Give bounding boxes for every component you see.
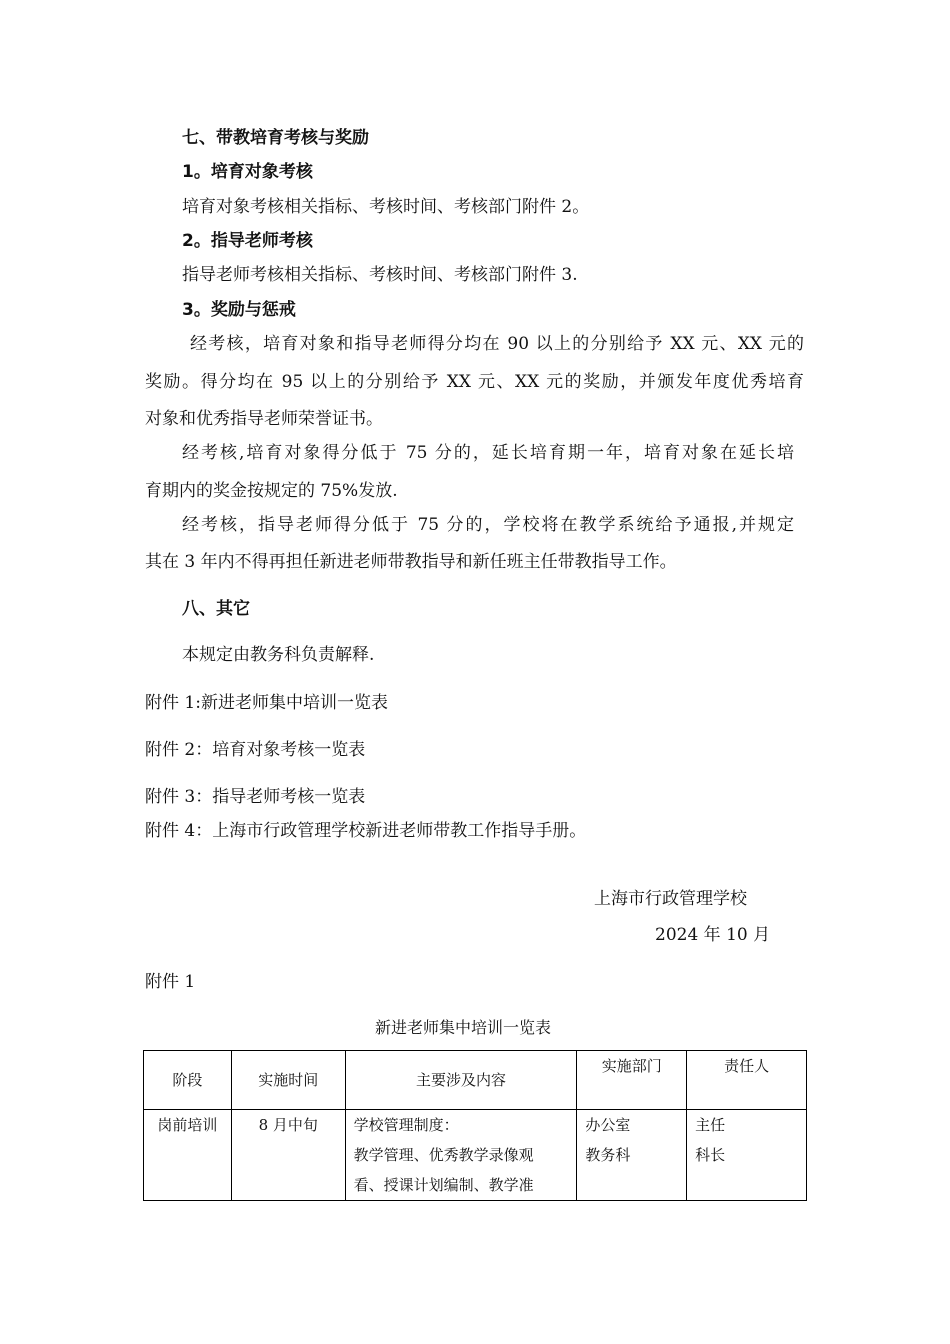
para3-line1: 经考核，指导老师得分低于 75 分的，学校将在教学系统给予通报,并规定: [182, 515, 794, 535]
section-8-title: 八、其它: [182, 599, 250, 619]
header-time: 实施时间: [231, 1051, 345, 1110]
attachment-1: 附件 1:新进老师集中培训一览表: [145, 693, 388, 713]
table-header-row: [144, 1051, 807, 1110]
sub1-text: 培育对象考核相关指标、考核时间、考核部门附件 2。: [182, 197, 590, 217]
cell-stage: 岗前培训: [144, 1110, 232, 1201]
sub1-title: 1。培育对象考核: [182, 162, 313, 182]
cell-dept: 办公室 教务科: [577, 1110, 687, 1201]
sub3-title: 3。奖励与惩戒: [182, 300, 296, 320]
cell-content: 学校管理制度： 教学管理、优秀教学录像观 看、授课计划编制、教学准: [345, 1110, 577, 1201]
section-8-text: 本规定由教务科负责解释.: [182, 645, 375, 665]
para1-line1: 经考核，培育对象和指导老师得分均在 90 以上的分别给予 XX 元、XX 元的: [190, 334, 804, 354]
sub2-title: 2。指导老师考核: [182, 231, 313, 251]
para1-line2: 奖励。得分均在 95 以上的分别给予 XX 元、XX 元的奖励，并颁发年度优秀培育: [145, 372, 804, 392]
table-title: 新进老师集中培训一览表: [375, 1018, 552, 1037]
sub2-text: 指导老师考核相关指标、考核时间、考核部门附件 3.: [182, 265, 578, 285]
section-7-title: 七、带教培育考核与奖励: [182, 128, 369, 148]
para3-line2: 其在 3 年内不得再担任新进老师带教指导和新任班主任带教指导工作。: [145, 552, 677, 572]
signature-org: 上海市行政管理学校: [594, 889, 747, 909]
header-content: 主要涉及内容: [345, 1051, 577, 1110]
training-table: [143, 1050, 807, 1201]
para2-line1: 经考核,培育对象得分低于 75 分的，延长培育期一年，培育对象在延长培: [182, 443, 794, 463]
appendix-label: 附件 1: [145, 972, 196, 992]
para2-line2: 育期内的奖金按规定的 75%发放.: [145, 481, 398, 501]
header-dept: 实施部门: [577, 1051, 687, 1110]
header-person: 责任人: [687, 1051, 807, 1110]
attachment-2: 附件 2：培育对象考核一览表: [145, 740, 366, 760]
signature-date: 2024 年 10 月: [655, 925, 771, 945]
header-stage: 阶段: [144, 1051, 232, 1110]
cell-person: 主任 科长: [687, 1110, 807, 1201]
para1-line3: 对象和优秀指导老师荣誉证书。: [145, 409, 383, 429]
attachment-3: 附件 3：指导老师考核一览表: [145, 787, 366, 807]
cell-time: 8 月中旬: [231, 1110, 345, 1201]
attachment-4: 附件 4：上海市行政管理学校新进老师带教工作指导手册。: [145, 821, 587, 841]
table-row: [144, 1110, 807, 1201]
